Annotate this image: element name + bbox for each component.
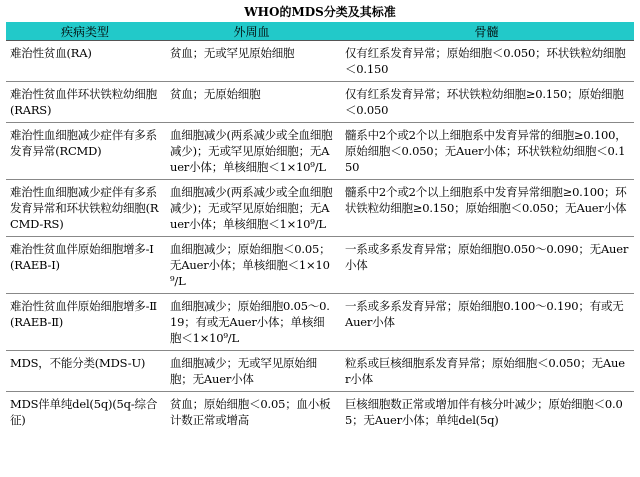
cell-peripheral-blood: 贫血；无原始细胞 bbox=[164, 82, 339, 123]
cell-peripheral-blood: 血细胞减少(两系减少或全血细胞减少)；无或罕见原始细胞；无Auer小体；单核细胞＜1×10⁹/L bbox=[164, 180, 339, 237]
table-row bbox=[6, 123, 634, 180]
cell-peripheral-blood: 血细胞减少(两系减少或全血细胞减少)；无或罕见原始细胞；无Auer小体；单核细胞＜1×10⁹/L bbox=[164, 123, 339, 180]
cell-disease-type: 难治性贫血伴原始细胞增多-Ⅱ(RAEB-Ⅱ) bbox=[6, 294, 164, 351]
cell-disease-type: 难治性贫血伴原始细胞增多-Ⅰ(RAEB-Ⅰ) bbox=[6, 237, 164, 294]
cell-bone-marrow: 仅有红系发育异常；原始细胞＜0.050；环状铁粒幼细胞＜0.150 bbox=[339, 41, 634, 82]
table-title: WHO的MDS分类及其标准 bbox=[244, 5, 396, 19]
cell-peripheral-blood: 贫血；原始细胞＜0.05；血小板计数正常或增高 bbox=[170, 397, 331, 427]
cell-disease-type: MDS，不能分类(MDS-U) bbox=[6, 351, 164, 392]
table-row bbox=[6, 351, 634, 392]
cell-peripheral-blood: 血细胞减少；原始细胞0.05～0.19；有或无Auer小体；单核细胞＜1×10⁹/L bbox=[164, 294, 339, 351]
cell-bone-marrow: 仅有红系发育异常；环状铁粒幼细胞≥0.150；原始细胞＜0.050 bbox=[339, 82, 634, 123]
cell-bone-marrow: 髓系中2个或2个以上细胞系中发育异常细胞≥0.100；环状铁粒幼细胞≥0.150；原始细胞＜0.050；无Auer小体 bbox=[339, 180, 634, 237]
cell-bone-marrow: 粒系或巨核细胞系发育异常；原始细胞＜0.050；无Auer小体 bbox=[339, 351, 634, 392]
column-header-bone-marrow: 骨髓 bbox=[339, 22, 634, 41]
cell-disease-type: 难治性贫血(RA) bbox=[6, 41, 164, 82]
table-row bbox=[6, 180, 634, 237]
cell-bone-marrow: 巨核细胞数正常或增加伴有核分叶减少；原始细胞＜0.05；无Auer小体；单纯del(5q) bbox=[345, 397, 623, 427]
cell-bone-marrow: 一系或多系发育异常；原始细胞0.100～0.190；有或无Auer小体 bbox=[339, 294, 634, 351]
table-row bbox=[6, 392, 634, 433]
cell-disease-type: 难治性贫血伴环状铁粒幼细胞(RARS) bbox=[6, 82, 164, 123]
cell-peripheral-blood: 血细胞减少；无或罕见原始细胞；无Auer小体 bbox=[164, 351, 339, 392]
column-header-disease-type: 疾病类型 bbox=[6, 22, 164, 41]
column-header-peripheral-blood: 外周血 bbox=[164, 22, 339, 41]
mds-classification-table bbox=[6, 22, 634, 432]
cell-peripheral-blood: 贫血；无或罕见原始细胞 bbox=[164, 41, 339, 82]
table-row bbox=[6, 237, 634, 294]
cell-disease-type: 难治性血细胞减少症伴有多系发育异常和环状铁粒幼细胞(RCMD-RS) bbox=[6, 180, 164, 237]
cell-bone-marrow: 髓系中2个或2个以上细胞系中发育异常的细胞≥0.100，原始细胞＜0.050；无Auer小体；环状铁粒幼细胞＜0.150 bbox=[339, 123, 634, 180]
cell-bone-marrow: 一系或多系发育异常；原始细胞0.050～0.090；无Auer小体 bbox=[339, 237, 634, 294]
table-row bbox=[6, 294, 634, 351]
cell-disease-type: MDS伴单纯del(5q)(5q-综合征) bbox=[10, 397, 158, 427]
table-row bbox=[6, 41, 634, 82]
table-row bbox=[6, 82, 634, 123]
cell-disease-type: 难治性血细胞减少症伴有多系发育异常(RCMD) bbox=[6, 123, 164, 180]
header-row bbox=[6, 22, 634, 41]
cell-peripheral-blood: 血细胞减少；原始细胞＜0.05；无Auer小体；单核细胞＜1×10⁹/L bbox=[164, 237, 339, 294]
